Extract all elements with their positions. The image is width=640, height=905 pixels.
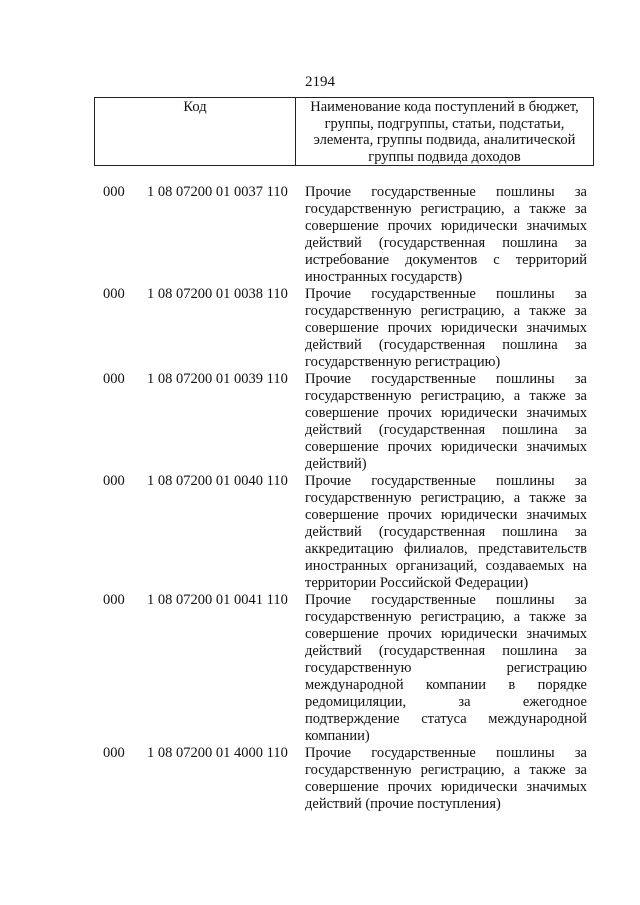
admin-code: 000 bbox=[103, 592, 125, 608]
table-row bbox=[0, 473, 640, 592]
table-row bbox=[0, 184, 640, 286]
table-row bbox=[0, 745, 640, 813]
revenue-code: 1 08 07200 01 0039 110 bbox=[147, 371, 288, 387]
revenue-description: Прочие государственные пошлины за государственную регистрацию, а также за совершение прочих юридически значимых действий (государственная пошлина за аккредитацию филиалов, представительств иностранных организаций, создаваемых на территории Российской Федерации) bbox=[305, 473, 587, 591]
table-header bbox=[94, 97, 594, 166]
table-row bbox=[0, 286, 640, 371]
revenue-code-list bbox=[0, 184, 640, 813]
admin-code: 000 bbox=[103, 184, 125, 200]
revenue-code: 1 08 07200 01 0038 110 bbox=[147, 286, 288, 302]
revenue-description: Прочие государственные пошлины за государственную регистрацию, а также за совершение прочих юридически значимых действий (прочие поступления) bbox=[305, 745, 587, 812]
revenue-description: Прочие государственные пошлины за государственную регистрацию, а также за совершение прочих юридически значимых действий (государственная пошлина за государственную регистрацию международной компании в порядке редомициляции, за ежегодное подтверждение статуса международной компании) bbox=[305, 592, 587, 744]
revenue-code: 1 08 07200 01 0041 110 bbox=[147, 592, 288, 608]
admin-code: 000 bbox=[103, 745, 125, 761]
header-code-label: Код bbox=[95, 98, 296, 165]
admin-code: 000 bbox=[103, 371, 125, 387]
revenue-code: 1 08 07200 01 0040 110 bbox=[147, 473, 288, 489]
header-name-label: Наименование кода поступлений в бюджет, группы, подгруппы, статьи, подстатьи, элемента, группы подвида, аналитической группы подвида доходов bbox=[310, 99, 579, 165]
revenue-code: 1 08 07200 01 0037 110 bbox=[147, 184, 288, 200]
table-row bbox=[0, 371, 640, 473]
admin-code: 000 bbox=[103, 473, 125, 489]
revenue-description: Прочие государственные пошлины за государственную регистрацию, а также за совершение прочих юридически значимых действий (государственная пошлина за государственную регистрацию) bbox=[305, 286, 587, 370]
page-number: 2194 bbox=[305, 74, 335, 90]
table-row bbox=[0, 592, 640, 745]
revenue-code: 1 08 07200 01 4000 110 bbox=[147, 745, 288, 761]
revenue-description: Прочие государственные пошлины за государственную регистрацию, а также за совершение прочих юридически значимых действий (государственная пошлина за совершение прочих юридически значимых действий) bbox=[305, 371, 587, 472]
admin-code: 000 bbox=[103, 286, 125, 302]
revenue-description: Прочие государственные пошлины за государственную регистрацию, а также за совершение прочих юридически значимых действий (государственная пошлина за истребование документов с территорий иностранных государств) bbox=[305, 184, 587, 285]
